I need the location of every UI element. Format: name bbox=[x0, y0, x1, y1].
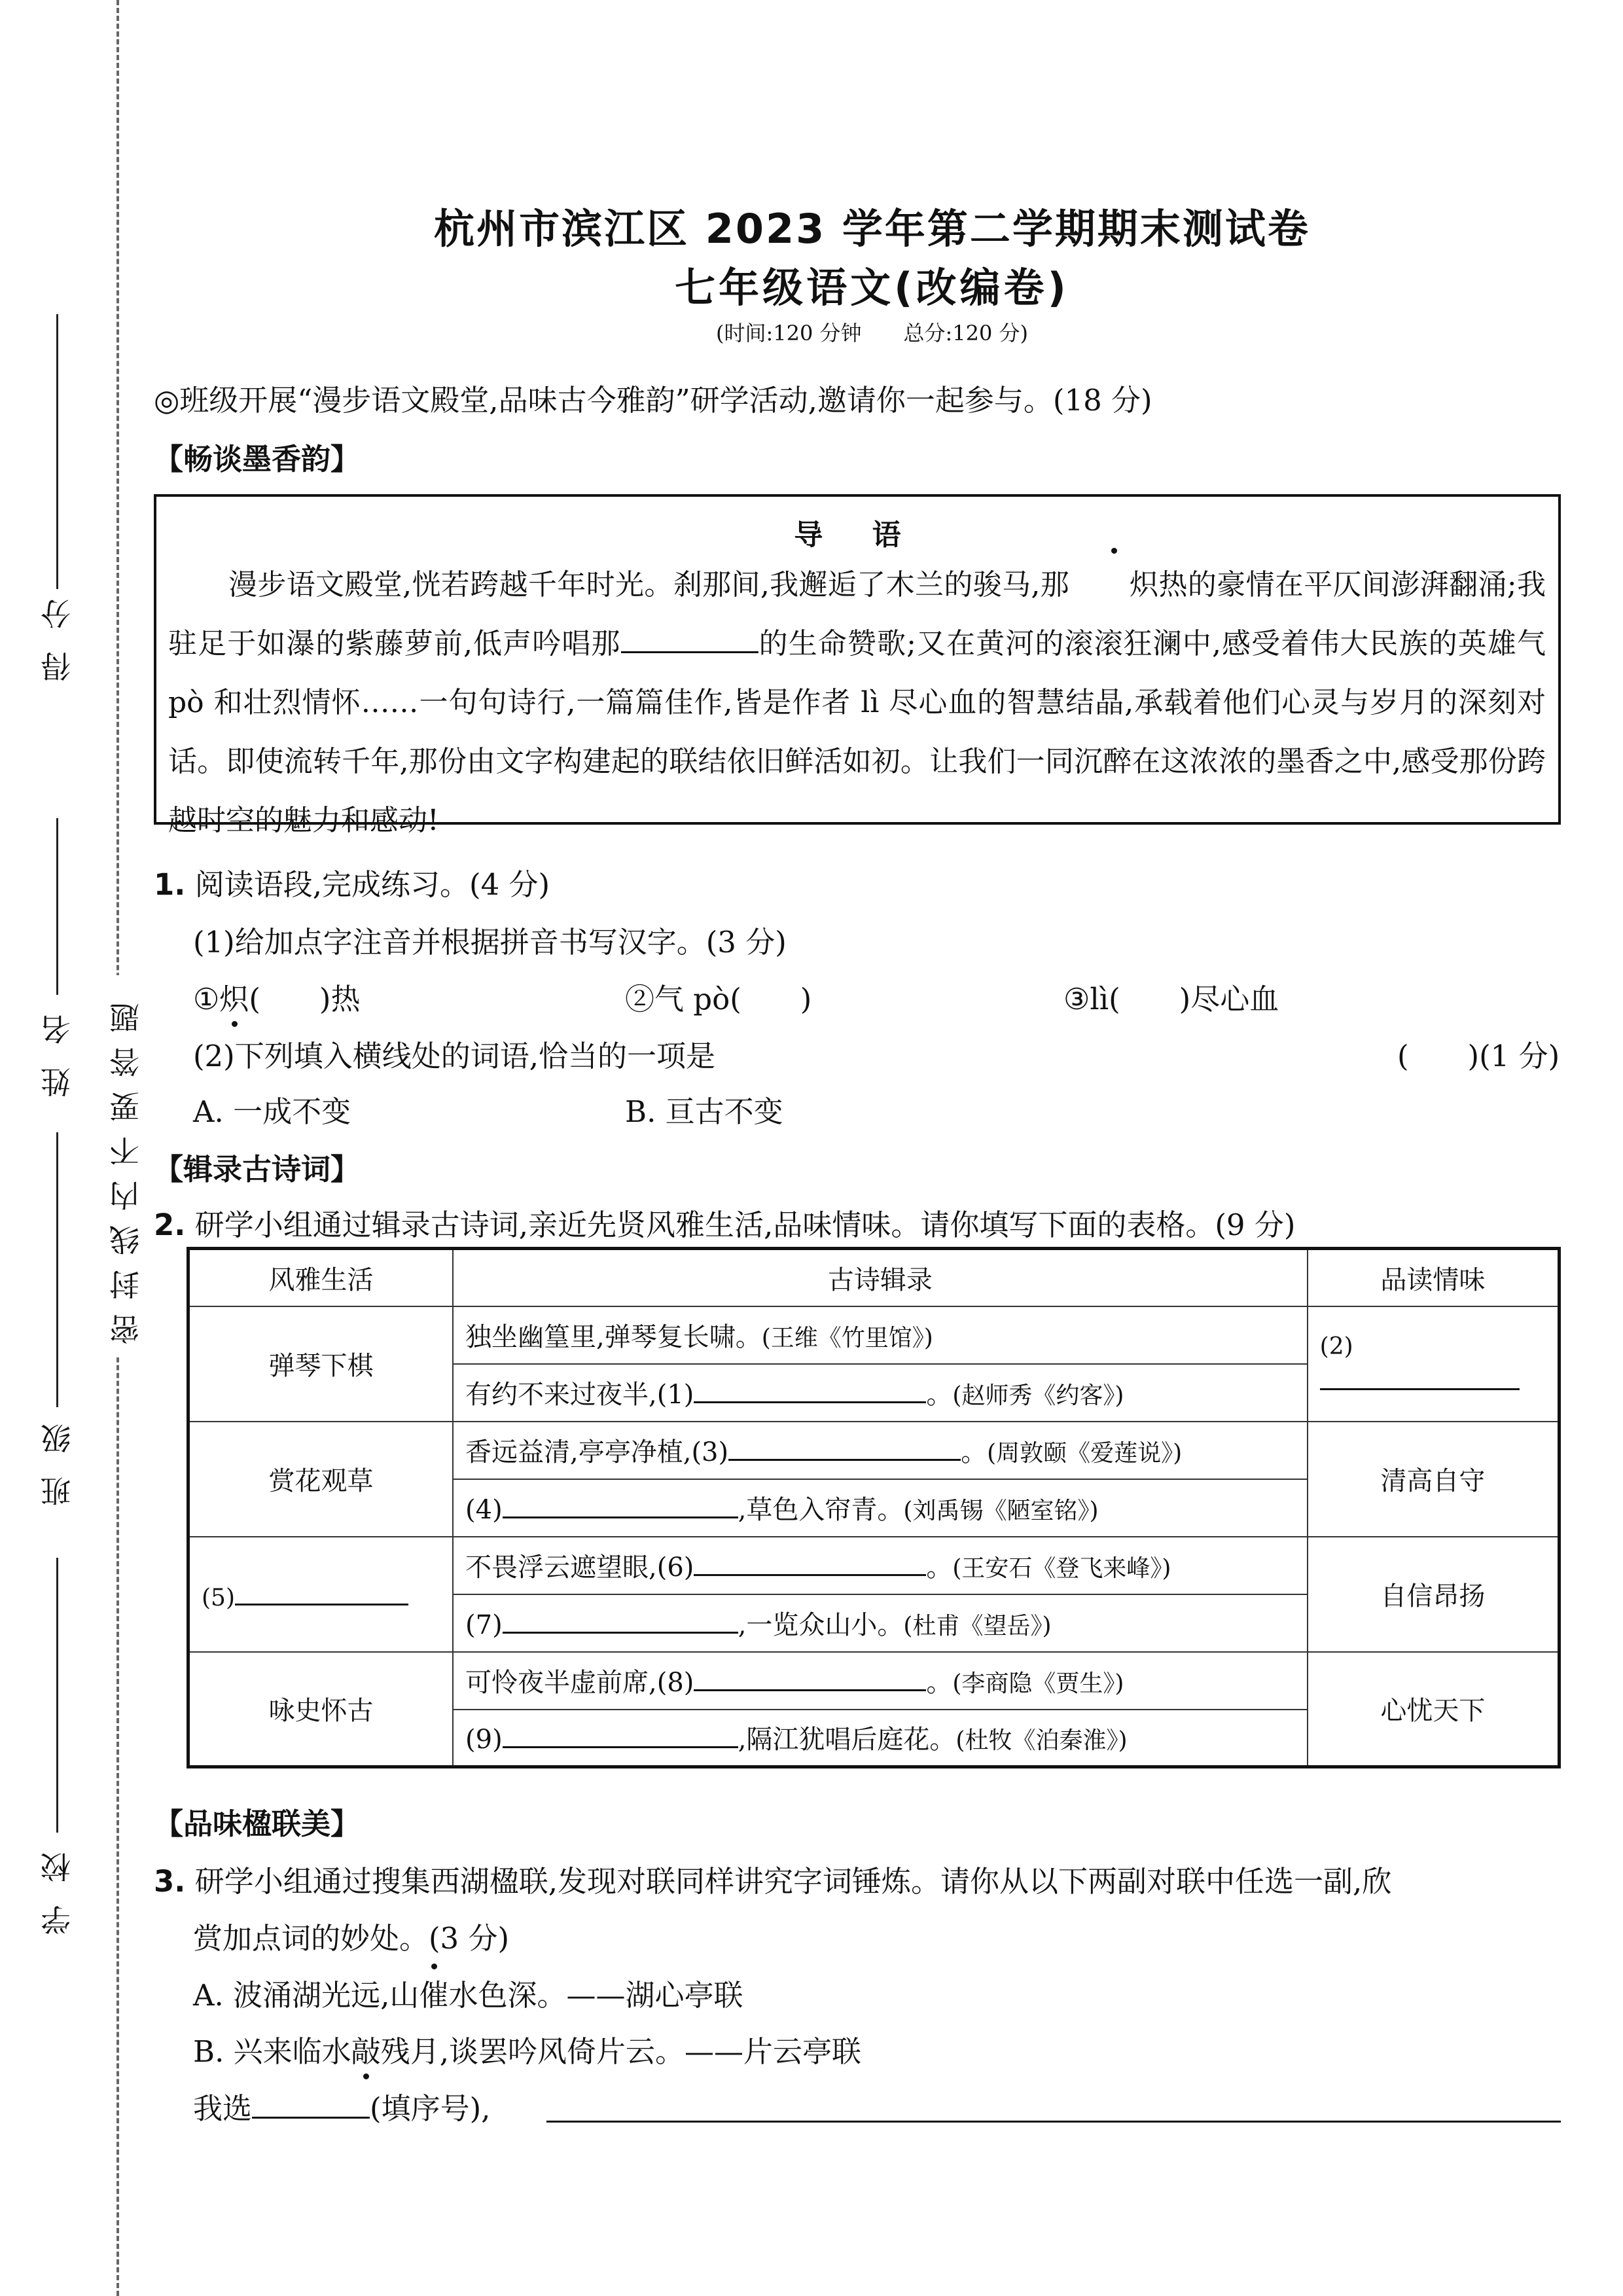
activity-intro: ◎班级开展“漫步语文殿堂,品味古今雅韵”研学活动,邀请你一起参与。(18 分) bbox=[154, 383, 1152, 418]
seal-notice: 密封线内不要答题 bbox=[105, 975, 148, 1357]
category-cell: 赏花观草 bbox=[188, 1422, 454, 1537]
intro-box bbox=[154, 494, 1561, 837]
q1-item3: ③lì( )尽心血 bbox=[1063, 982, 1279, 1016]
answer-blank-7[interactable] bbox=[503, 1604, 738, 1634]
answer-blank-6[interactable] bbox=[694, 1547, 926, 1576]
name-field-line[interactable] bbox=[56, 818, 58, 995]
q1-sub2-answer[interactable]: ( )(1 分) bbox=[1397, 1039, 1560, 1073]
q1-option-b[interactable]: B. 亘古不变 bbox=[625, 1094, 783, 1129]
table-row bbox=[188, 1537, 1560, 1594]
section-heading-2: 【辑录古诗词】 bbox=[154, 1152, 361, 1187]
score-label: 得 分 bbox=[40, 592, 75, 682]
category-cell: 弹琴下棋 bbox=[188, 1306, 454, 1422]
table-header: 风雅生活 bbox=[188, 1249, 454, 1306]
q3-stem-line1: 3. 研学小组通过搜集西湖楹联,发现对联同样讲究字词锤炼。请你从以下两副对联中任选一副,欣 bbox=[154, 1864, 1392, 1899]
poem-cell: 不畏浮云遮望眼,(6) 。(王安石《登飞来峰》) bbox=[453, 1537, 1308, 1594]
poem-cell: 独坐幽篁里,弹琴复长啸。(王维《竹里馆》) bbox=[453, 1306, 1308, 1364]
q1-sub1: (1)给加点字注音并根据拼音书写汉字。(3 分) bbox=[193, 925, 787, 960]
answer-blank-5[interactable] bbox=[235, 1576, 408, 1605]
taste-cell: 自信昂扬 bbox=[1308, 1537, 1560, 1652]
table-row bbox=[188, 1306, 1560, 1364]
q1-sub2: (2)下列填入横线处的词语,恰当的一项是 bbox=[193, 1039, 716, 1073]
q1-item1-answer[interactable]: ( ) bbox=[249, 982, 331, 1016]
class-label: 班 级 bbox=[40, 1417, 75, 1507]
name-label: 姓 名 bbox=[40, 1008, 75, 1098]
q3-stem-line2: 赏加点词的妙处。(3 分) bbox=[193, 1921, 510, 1956]
q3-answer-blank[interactable] bbox=[546, 2121, 1561, 2123]
table-header-row bbox=[188, 1249, 1560, 1306]
table-row bbox=[188, 1422, 1560, 1479]
poem-cell: (9) ,隔江犹唱后庭花。(杜牧《泊秦淮》) bbox=[453, 1710, 1308, 1767]
binding-margin bbox=[0, 0, 170, 2296]
table-header: 品读情味 bbox=[1308, 1249, 1560, 1306]
q2-stem: 2. 研学小组通过辑录古诗词,亲近先贤风雅生活,品味情味。请你填写下面的表格。(9 分) bbox=[154, 1208, 1296, 1242]
class-field-line[interactable] bbox=[56, 1132, 58, 1407]
q3-option-b: B. 兴来临水敲残月,谈罢吟风倚片云。——片云亭联 bbox=[193, 2028, 861, 2070]
answer-blank-1[interactable] bbox=[694, 1374, 926, 1403]
q3-option-a: A. 波涌湖光远,山催水色深。——湖心亭联 bbox=[193, 1971, 743, 2014]
answer-blank-4[interactable] bbox=[503, 1489, 738, 1518]
q3-answer-line: 我选 (填序号), bbox=[193, 2085, 490, 2127]
time-info: (时间:120 分钟 总分:120 分) bbox=[715, 321, 1029, 346]
poem-cell: 香远益清,亭亭净植,(3) 。(周敦颐《爱莲说》) bbox=[453, 1422, 1308, 1479]
school-label: 学 校 bbox=[40, 1846, 75, 1935]
category-cell: 咏史怀古 bbox=[188, 1652, 454, 1767]
table-header: 古诗辑录 bbox=[453, 1249, 1308, 1306]
q1-item2[interactable]: ②气 pò( ) bbox=[625, 982, 812, 1016]
section-heading-3: 【品味楹联美】 bbox=[154, 1806, 361, 1841]
q1-item1: ①炽( )热 bbox=[193, 975, 361, 1018]
intro-paragraph: 漫步语文殿堂,恍若跨越千年时光。刹那间,我邂逅了木兰的骏马,那 炽热的豪情在平仄间澎湃翻涌;我驻足于如瀑的紫藤萝前,低声吟唱那 的生命赞歌;又在黄河的滚滚狂澜中,感受着伟大民族的英雄气 pò 和壮烈情怀……一句句诗行,一篇篇佳作,皆是作者 lì 尽心血的智慧结晶,承载着他们心灵与岁月的深刻对话。即使流转千年,那份由文字构建起的联结依旧鲜活如初。让我们一同沉醉在这浓浓的墨香之中,感受那份跨越时空的魅力和感动! bbox=[168, 556, 1546, 850]
answer-blank-3[interactable] bbox=[728, 1431, 961, 1461]
exam-title: 杭州市滨江区 2023 学年第二学期期末测试卷 bbox=[434, 205, 1310, 253]
poem-cell: 有约不来过夜半,(1) 。(赵师秀《约客》) bbox=[453, 1364, 1308, 1422]
taste-cell: 清高自守 bbox=[1308, 1422, 1560, 1537]
category-cell: (5) bbox=[188, 1537, 454, 1652]
q3-choice-blank[interactable] bbox=[252, 2086, 370, 2119]
q1-stem: 1. 阅读语段,完成练习。(4 分) bbox=[154, 867, 550, 902]
answer-blank-8[interactable] bbox=[694, 1662, 926, 1691]
answer-blank-2[interactable] bbox=[1320, 1361, 1520, 1390]
dotted-char-chi: 炽 bbox=[1069, 556, 1158, 615]
taste-cell: 心忧天下 bbox=[1308, 1652, 1560, 1767]
intro-box-title: 导 语 bbox=[794, 518, 921, 552]
poem-cell: (4) ,草色入帘青。(刘禹锡《陋室铭》) bbox=[453, 1479, 1308, 1537]
q1-option-a[interactable]: A. 一成不变 bbox=[193, 1094, 351, 1129]
section-heading-1: 【畅谈墨香韵】 bbox=[154, 442, 361, 476]
poem-cell: (7) ,一览众山小。(杜甫《望岳》) bbox=[453, 1594, 1308, 1652]
intro-blank[interactable] bbox=[621, 621, 758, 653]
school-field-line[interactable] bbox=[56, 1558, 58, 1833]
taste-cell: (2) bbox=[1308, 1306, 1560, 1422]
poem-cell: 可怜夜半虚前席,(8) 。(李商隐《贾生》) bbox=[453, 1652, 1308, 1710]
poem-table bbox=[187, 1247, 1561, 1768]
score-field-line[interactable] bbox=[56, 314, 58, 589]
exam-subtitle: 七年级语文(改编卷) bbox=[675, 264, 1069, 312]
table-row bbox=[188, 1652, 1560, 1710]
answer-blank-9[interactable] bbox=[503, 1719, 738, 1748]
